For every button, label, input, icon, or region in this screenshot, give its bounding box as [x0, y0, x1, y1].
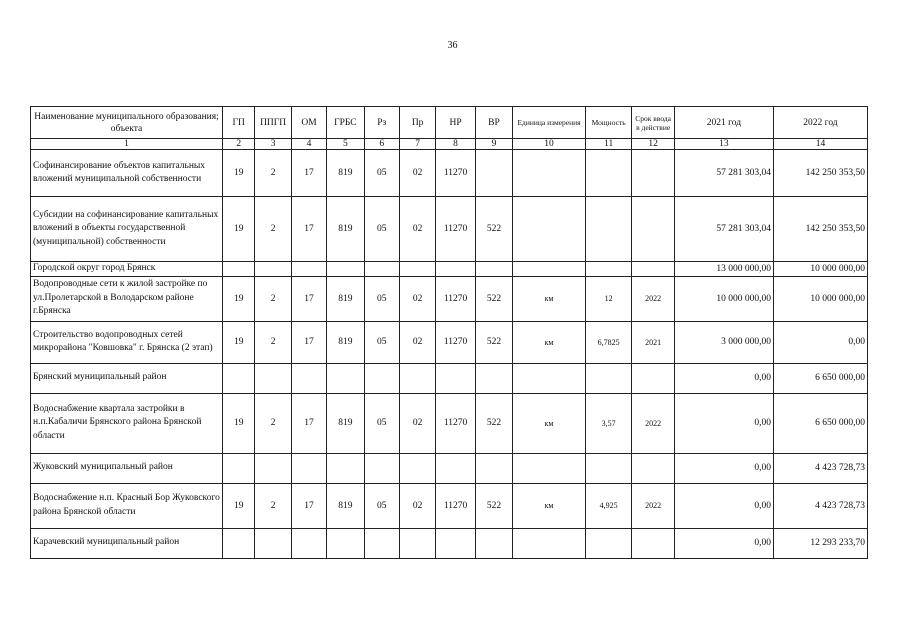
cell-term [632, 262, 674, 277]
cell-ppgp: 2 [255, 393, 291, 453]
cell-unit [513, 262, 586, 277]
cell-power: 12 [585, 276, 632, 321]
cell-grbs: 819 [327, 150, 364, 197]
cell-om: 17 [291, 393, 326, 453]
cell-y2021: 0,00 [674, 453, 773, 483]
cell-y2021: 57 281 303,04 [674, 150, 773, 197]
cell-nr: 11270 [436, 150, 475, 197]
cell-nr [436, 262, 475, 277]
header-term: Срок ввода в действие [632, 107, 674, 139]
header-row [31, 107, 868, 139]
cell-name: Водопроводные сети к жилой застройке по ул.Пролетарской в Володарском районе г.Брянска [31, 276, 223, 321]
cell-grbs: 819 [327, 393, 364, 453]
cell-unit [513, 150, 586, 197]
cell-grbs: 819 [327, 483, 364, 528]
cell-ppgp: 2 [255, 150, 291, 197]
cell-vr: 522 [475, 321, 512, 363]
cell-nr [436, 453, 475, 483]
cell-unit [513, 528, 586, 558]
cell-pr [399, 363, 435, 393]
cell-vr: 522 [475, 197, 512, 262]
cell-gp: 19 [223, 276, 255, 321]
cell-pr: 02 [399, 483, 435, 528]
cell-y2022: 6 650 000,00 [773, 393, 867, 453]
cell-vr [475, 150, 512, 197]
column-number: 12 [632, 139, 674, 150]
cell-nr [436, 363, 475, 393]
header-om: ОМ [291, 107, 326, 139]
cell-gp [223, 528, 255, 558]
cell-y2022: 4 423 728,73 [773, 453, 867, 483]
header-power: Мощность [585, 107, 632, 139]
column-number: 7 [399, 139, 435, 150]
cell-nr: 11270 [436, 393, 475, 453]
cell-y2021: 0,00 [674, 393, 773, 453]
cell-term [632, 453, 674, 483]
cell-gp: 19 [223, 393, 255, 453]
column-number: 9 [475, 139, 512, 150]
cell-gp [223, 453, 255, 483]
table-row [31, 393, 868, 453]
cell-gp: 19 [223, 321, 255, 363]
cell-rz [364, 453, 399, 483]
cell-term [632, 150, 674, 197]
cell-gp [223, 262, 255, 277]
page-number: 36 [447, 40, 458, 51]
cell-rz [364, 363, 399, 393]
cell-rz: 05 [364, 321, 399, 363]
cell-rz: 05 [364, 197, 399, 262]
cell-pr: 02 [399, 276, 435, 321]
column-number: 11 [585, 139, 632, 150]
cell-om [291, 528, 326, 558]
cell-unit [513, 363, 586, 393]
cell-om: 17 [291, 321, 326, 363]
column-number: 8 [436, 139, 475, 150]
cell-unit: км [513, 393, 586, 453]
table-row [31, 363, 868, 393]
cell-power: 4,925 [585, 483, 632, 528]
cell-om [291, 363, 326, 393]
cell-pr [399, 528, 435, 558]
cell-power: 3,57 [585, 393, 632, 453]
cell-gp: 19 [223, 483, 255, 528]
cell-term: 2022 [632, 393, 674, 453]
cell-grbs [327, 262, 364, 277]
cell-ppgp: 2 [255, 276, 291, 321]
cell-om: 17 [291, 197, 326, 262]
cell-name: Субсидии на софинансирование капитальных вложений в объекты государственной (муниципальной) собственности [31, 197, 223, 262]
header-pr: Пр [399, 107, 435, 139]
cell-name: Городской округ город Брянск [31, 262, 223, 277]
cell-term: 2021 [632, 321, 674, 363]
cell-y2022: 4 423 728,73 [773, 483, 867, 528]
cell-ppgp: 2 [255, 321, 291, 363]
cell-om [291, 262, 326, 277]
cell-name: Жуковский муниципальный район [31, 453, 223, 483]
cell-term [632, 363, 674, 393]
cell-y2022: 142 250 353,50 [773, 197, 867, 262]
cell-ppgp: 2 [255, 483, 291, 528]
cell-pr: 02 [399, 150, 435, 197]
header-2021: 2021 год [674, 107, 773, 139]
column-number: 14 [773, 139, 867, 150]
cell-rz: 05 [364, 393, 399, 453]
cell-unit: км [513, 276, 586, 321]
cell-ppgp [255, 453, 291, 483]
cell-power [585, 363, 632, 393]
cell-nr: 11270 [436, 321, 475, 363]
cell-y2021: 3 000 000,00 [674, 321, 773, 363]
cell-vr: 522 [475, 276, 512, 321]
cell-name: Водоснабжение квартала застройки в н.п.Кабаличи Брянского района Брянской области [31, 393, 223, 453]
cell-pr [399, 453, 435, 483]
header-2022: 2022 год [773, 107, 867, 139]
cell-nr: 11270 [436, 197, 475, 262]
column-number: 2 [223, 139, 255, 150]
header-name: Наименование муниципального образования; объекта [31, 107, 223, 139]
cell-unit [513, 197, 586, 262]
cell-y2021: 13 000 000,00 [674, 262, 773, 277]
cell-grbs: 819 [327, 321, 364, 363]
header-rz: Рз [364, 107, 399, 139]
header-grbs: ГРБС [327, 107, 364, 139]
cell-gp: 19 [223, 197, 255, 262]
header-unit: Единица измерения [513, 107, 586, 139]
column-number: 6 [364, 139, 399, 150]
cell-y2021: 0,00 [674, 363, 773, 393]
column-number: 13 [674, 139, 773, 150]
cell-ppgp: 2 [255, 197, 291, 262]
cell-rz [364, 528, 399, 558]
cell-om: 17 [291, 150, 326, 197]
cell-rz [364, 262, 399, 277]
header-vr: ВР [475, 107, 512, 139]
cell-power [585, 197, 632, 262]
cell-power [585, 453, 632, 483]
cell-vr [475, 453, 512, 483]
cell-y2022: 10 000 000,00 [773, 276, 867, 321]
cell-vr [475, 363, 512, 393]
cell-gp [223, 363, 255, 393]
cell-grbs [327, 528, 364, 558]
cell-power [585, 150, 632, 197]
cell-power [585, 262, 632, 277]
cell-rz: 05 [364, 276, 399, 321]
cell-name: Брянский муниципальный район [31, 363, 223, 393]
column-number: 3 [255, 139, 291, 150]
header-gp: ГП [223, 107, 255, 139]
budget-table [30, 106, 868, 559]
column-number: 4 [291, 139, 326, 150]
cell-y2022: 0,00 [773, 321, 867, 363]
cell-y2022: 6 650 000,00 [773, 363, 867, 393]
cell-name: Строительство водопроводных сетей микрорайона "Ковшовка" г. Брянска (2 этап) [31, 321, 223, 363]
cell-pr: 02 [399, 197, 435, 262]
column-number-row [31, 139, 868, 150]
cell-ppgp [255, 262, 291, 277]
table-row [31, 262, 868, 277]
cell-y2021: 0,00 [674, 528, 773, 558]
cell-vr [475, 262, 512, 277]
cell-grbs: 819 [327, 276, 364, 321]
cell-ppgp [255, 528, 291, 558]
cell-om: 17 [291, 483, 326, 528]
cell-y2022: 142 250 353,50 [773, 150, 867, 197]
table-row [31, 150, 868, 197]
cell-y2021: 0,00 [674, 483, 773, 528]
cell-om [291, 453, 326, 483]
cell-grbs: 819 [327, 197, 364, 262]
cell-grbs [327, 453, 364, 483]
header-ppgp: ППГП [255, 107, 291, 139]
cell-term [632, 197, 674, 262]
cell-name: Водоснабжение н.п. Красный Бор Жуковского района Брянской области [31, 483, 223, 528]
table-row [31, 321, 868, 363]
column-number: 1 [31, 139, 223, 150]
cell-pr: 02 [399, 321, 435, 363]
table-row [31, 197, 868, 262]
table-row [31, 483, 868, 528]
cell-pr [399, 262, 435, 277]
cell-term: 2022 [632, 483, 674, 528]
cell-om: 17 [291, 276, 326, 321]
cell-unit [513, 453, 586, 483]
cell-y2021: 57 281 303,04 [674, 197, 773, 262]
cell-unit: км [513, 483, 586, 528]
cell-vr [475, 528, 512, 558]
header-nr: НР [436, 107, 475, 139]
cell-nr: 11270 [436, 276, 475, 321]
cell-vr: 522 [475, 483, 512, 528]
cell-y2022: 12 293 233,70 [773, 528, 867, 558]
cell-term: 2022 [632, 276, 674, 321]
cell-term [632, 528, 674, 558]
cell-power [585, 528, 632, 558]
cell-rz: 05 [364, 483, 399, 528]
cell-pr: 02 [399, 393, 435, 453]
table-row [31, 276, 868, 321]
cell-power: 6,7825 [585, 321, 632, 363]
table-row [31, 528, 868, 558]
table-row [31, 453, 868, 483]
column-number: 10 [513, 139, 586, 150]
cell-rz: 05 [364, 150, 399, 197]
cell-vr: 522 [475, 393, 512, 453]
cell-unit: км [513, 321, 586, 363]
cell-ppgp [255, 363, 291, 393]
cell-name: Карачевский муниципальный район [31, 528, 223, 558]
column-number: 5 [327, 139, 364, 150]
cell-y2021: 10 000 000,00 [674, 276, 773, 321]
cell-nr [436, 528, 475, 558]
cell-name: Софинансирование объектов капитальных вложений муниципальной собственности [31, 150, 223, 197]
cell-y2022: 10 000 000,00 [773, 262, 867, 277]
cell-grbs [327, 363, 364, 393]
cell-gp: 19 [223, 150, 255, 197]
cell-nr: 11270 [436, 483, 475, 528]
